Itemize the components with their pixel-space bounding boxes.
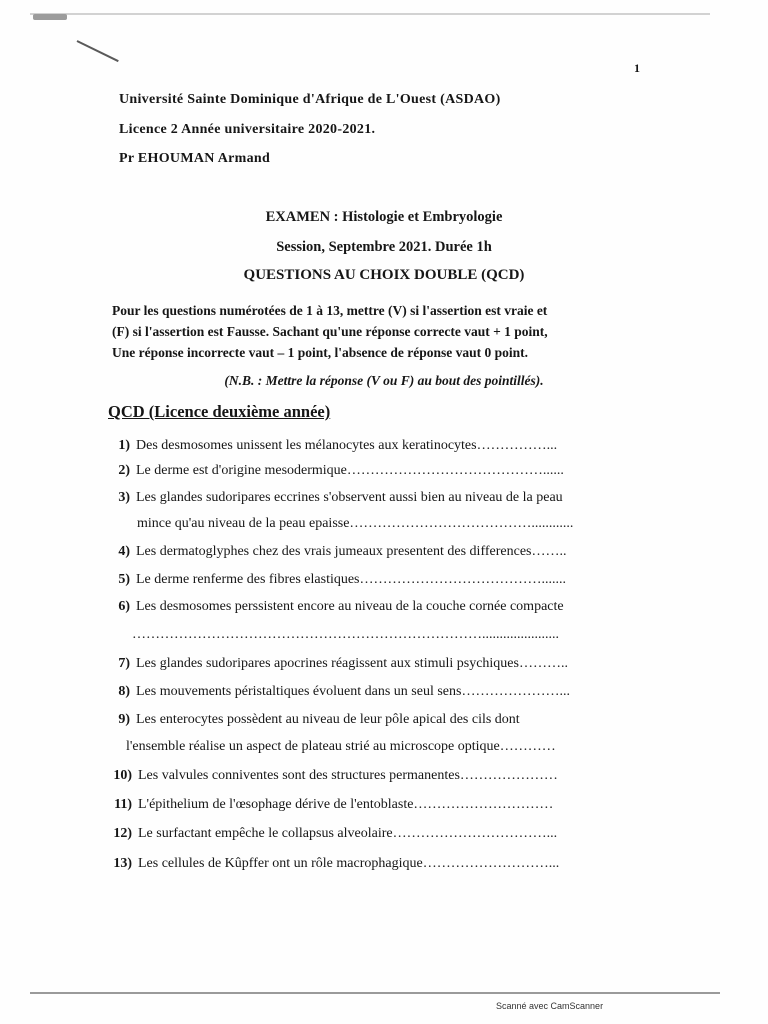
question-number: 10) xyxy=(113,768,132,783)
scan-top-edge xyxy=(30,13,710,15)
scan-top-mark xyxy=(33,14,67,20)
question-item xyxy=(104,438,639,454)
instructions xyxy=(112,300,642,363)
question-item xyxy=(104,599,639,642)
question-text: Le derme renferme des fibres elastiques…………………………………....... xyxy=(136,572,567,587)
exam-title: EXAMEN : Histologie et Embryologie xyxy=(265,209,503,225)
question-text: Les desmosomes perssistent encore au niveau de la couche cornée compacte xyxy=(136,599,564,614)
question-item xyxy=(104,684,639,700)
question-item xyxy=(104,768,639,784)
scanner-watermark: Scanné avec CamScanner xyxy=(496,1001,604,1011)
question-continuation: l'ensemble réalise un aspect de plateau strié au microscope optique………… xyxy=(126,739,556,754)
question-text: Les valvules conniventes sont des structures permanentes………………… xyxy=(138,768,558,783)
question-item xyxy=(104,712,639,754)
qcd-title: QUESTIONS AU CHOIX DOUBLE (QCD) xyxy=(243,267,525,283)
question-number: 5) xyxy=(118,572,130,587)
question-item xyxy=(104,572,639,588)
question-text: Des desmosomes unissent les mélanocytes aux keratinocytes……………... xyxy=(136,438,558,453)
question-continuation: mince qu'au niveau de la peau epaisse…………………………………............ xyxy=(137,516,574,531)
question-item xyxy=(104,856,639,872)
page-number: 1 xyxy=(634,61,640,75)
nb-note: (N.B. : Mettre la réponse (V ou F) au bout des pointillés). xyxy=(224,373,544,388)
question-number: 3) xyxy=(118,490,130,505)
question-number: 1) xyxy=(118,438,130,453)
question-text: Les glandes sudoripares apocrines réagissent aux stimuli psychiques……….. xyxy=(136,656,568,671)
question-item xyxy=(104,656,639,672)
question-continuation: …………………………………………………………………...................... xyxy=(132,627,559,642)
question-number: 4) xyxy=(118,544,130,559)
question-text: L'épithelium de l'œsophage dérive de l'entoblaste………………………… xyxy=(138,797,554,812)
instruction-line: Une réponse incorrecte vaut – 1 point, l'absence de réponse vaut 0 point. xyxy=(112,345,528,360)
question-number: 2) xyxy=(118,463,130,478)
question-number: 6) xyxy=(118,599,130,614)
question-item xyxy=(104,826,639,842)
instruction-line: (F) si l'assertion est Fausse. Sachant qu'une réponse correcte vaut + 1 point, xyxy=(112,324,548,339)
question-text: Les mouvements péristaltiques évoluent dans un seul sens…………………... xyxy=(136,684,570,699)
question-number: 9) xyxy=(118,712,130,727)
exam-session: Session, Septembre 2021. Durée 1h xyxy=(276,239,492,255)
question-number: 12) xyxy=(113,826,132,841)
question-item xyxy=(104,544,639,560)
question-number: 11) xyxy=(114,797,132,812)
question-number: 13) xyxy=(113,856,132,871)
question-text: Les cellules de Kûpffer ont un rôle macrophagique………………………... xyxy=(138,856,560,871)
question-text: Les dermatoglyphes chez des vrais jumeaux presentent des differences…….. xyxy=(136,544,567,559)
question-text: Le surfactant empêche le collapsus alveolaire……………………………... xyxy=(138,826,558,841)
pen-stroke-mark xyxy=(77,40,119,62)
scan-bottom-edge xyxy=(30,992,720,994)
licence-year: Licence 2 Année universitaire 2020-2021. xyxy=(119,122,376,137)
professor-name: Pr EHOUMAN Armand xyxy=(119,151,271,166)
university-name: Université Sainte Dominique d'Afrique de L'Ouest (ASDAO) xyxy=(119,92,501,107)
question-text: Les glandes sudoripares eccrines s'observent aussi bien au niveau de la peau xyxy=(136,490,563,505)
question-text: Les enterocytes possèdent au niveau de leur pôle apical des cils dont xyxy=(136,712,520,727)
question-item xyxy=(104,463,639,479)
question-text: Le derme est d'origine mesodermique……………………………………...... xyxy=(136,463,564,478)
question-number: 7) xyxy=(118,656,130,671)
question-item xyxy=(104,797,639,813)
question-item xyxy=(104,490,639,531)
section-title: QCD (Licence deuxième année) xyxy=(108,402,331,421)
instruction-line: Pour les questions numérotées de 1 à 13, mettre (V) si l'assertion est vraie et xyxy=(112,303,548,318)
question-number: 8) xyxy=(118,684,130,699)
